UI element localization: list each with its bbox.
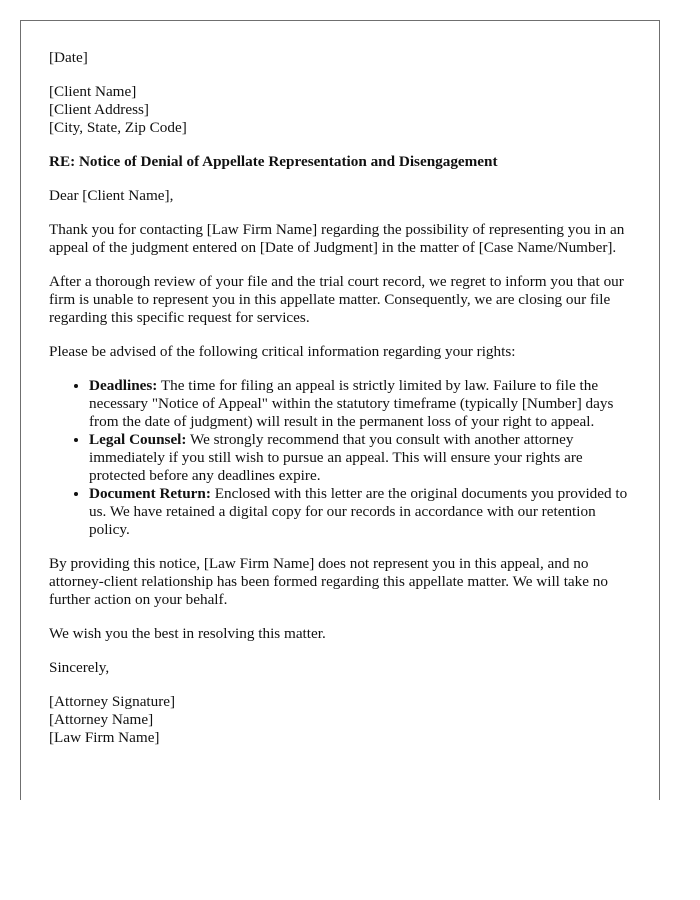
list-item xyxy=(89,377,633,431)
closing: Sincerely, xyxy=(49,659,110,676)
subject-line: RE: Notice of Denial of Appellate Representation and Disengagement xyxy=(49,153,498,170)
list-item-term: Document Return: xyxy=(89,485,211,502)
list-item xyxy=(89,431,633,485)
list-item-text: Enclosed with this letter are the original documents you provided to us. We have retained a digital copy for our records in accordance with our retention policy. xyxy=(89,485,628,538)
closing-paragraph: By providing this notice, [Law Firm Name] does not represent you in this appeal, and no attorney-client relationship has been formed regarding this appellate matter. We will take no further action on your behalf. xyxy=(49,555,608,608)
body-paragraph: Thank you for contacting [Law Firm Name] regarding the possibility of representing you in an appeal of the judgment entered on [Date of Judgment] in the matter of [Case Name/Number]. xyxy=(49,221,625,256)
recipient-block xyxy=(49,83,633,137)
list-item-text: We strongly recommend that you consult with another attorney immediately if you still wish to pursue an appeal. This will ensure your rights are protected before any deadlines expire. xyxy=(89,431,583,484)
salutation: Dear [Client Name], xyxy=(49,187,174,204)
attorney-name: [Attorney Name] xyxy=(49,711,154,728)
list-item-term: Legal Counsel: xyxy=(89,431,187,448)
closing-paragraph: We wish you the best in resolving this matter. xyxy=(49,625,326,642)
recipient-name: [Client Name] xyxy=(49,83,137,100)
firm-name: [Law Firm Name] xyxy=(49,729,160,746)
list-item-term: Deadlines: xyxy=(89,377,158,394)
body-paragraph: Please be advised of the following critical information regarding your rights: xyxy=(49,343,516,360)
list-item xyxy=(89,485,633,539)
list-item-text: The time for filing an appeal is strictly limited by law. Failure to file the necessary "Notice of Appeal" within the statutory timeframe (typically [Number] days from the date of judgment) will result in the permanent loss of your right to appeal. xyxy=(89,377,614,430)
letter-page xyxy=(20,20,660,800)
date-line: [Date] xyxy=(49,49,88,66)
letter-content xyxy=(49,49,633,763)
signature-block xyxy=(49,693,633,747)
recipient-city-state-zip: [City, State, Zip Code] xyxy=(49,119,187,136)
attorney-signature: [Attorney Signature] xyxy=(49,693,176,710)
body-paragraph: After a thorough review of your file and the trial court record, we regret to inform you that our firm is unable to represent you in this appellate matter. Consequently, we are closing our file regarding this specific request for services. xyxy=(49,273,624,326)
rights-list xyxy=(49,377,633,539)
recipient-address: [Client Address] xyxy=(49,101,149,118)
